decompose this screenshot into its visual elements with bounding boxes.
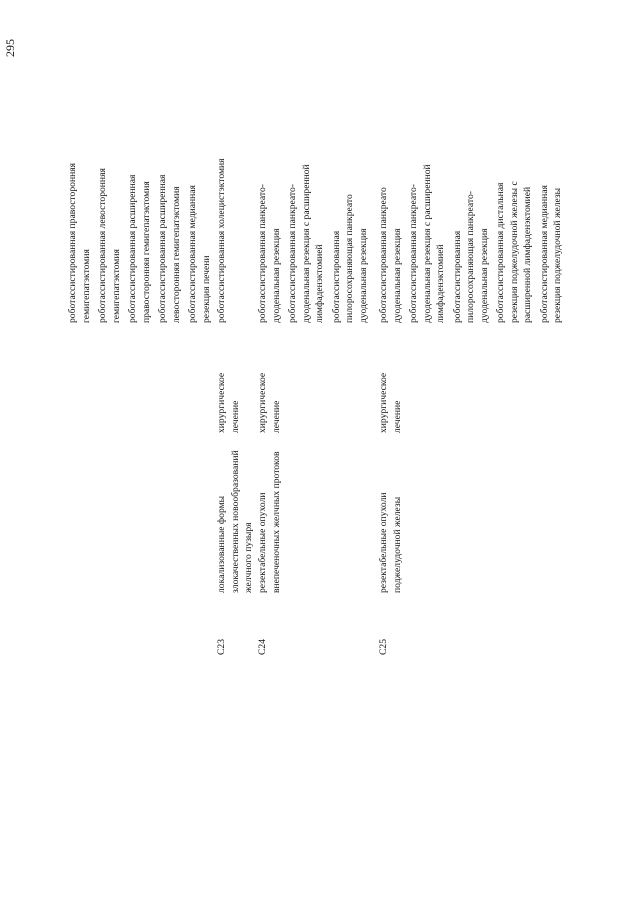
text-line: роботассистированная [330, 230, 342, 323]
text-line: внепеченочных желчных протоков [270, 451, 282, 593]
diagnosis-cell [215, 433, 256, 593]
text-line: лимфаденэктомией [435, 244, 447, 323]
text-line: дуоденальная резекция [270, 228, 282, 323]
text-line: дуоденальная резекция [357, 228, 369, 323]
text-line: пилоросохраняющая панкреато- [465, 191, 477, 323]
text-line: роботассистированная расширенная [156, 174, 168, 323]
code-cell: C23 [216, 639, 227, 655]
text-line: хирургическое [257, 372, 268, 433]
method-item [538, 113, 565, 323]
text-line: дуоденальная резекция [478, 228, 490, 323]
text-line: резекция печени [200, 255, 212, 323]
method-item [156, 113, 183, 323]
methods-cell [377, 113, 568, 323]
text-line: роботассистированная [451, 230, 463, 323]
text-line: резекция поджелудочной железы [552, 187, 564, 323]
methods-cell [66, 113, 216, 323]
text-line: роботассистированная холецистэктомия [216, 158, 227, 323]
method-item [451, 113, 492, 323]
text-line: дуоденальная резекция [391, 228, 403, 323]
text-line: роботассистированная расширенная [126, 174, 138, 323]
treatment-cell [215, 323, 242, 433]
method-item [407, 113, 448, 323]
text-line: роботассистированная медианная [538, 185, 550, 323]
text-line: поджелудочной железы [391, 496, 403, 593]
text-line: роботассистированная левосторонняя [96, 168, 108, 323]
text-line: хирургическое [378, 372, 389, 433]
page-number: 295 [3, 39, 17, 57]
method-item [126, 113, 153, 323]
method-item [256, 113, 283, 323]
method-item [286, 113, 327, 323]
text-line: пилоросохраняющая панкреато [344, 194, 356, 323]
text-line: дуоденальная резекция с расширенной [300, 164, 312, 323]
text-line: расширенной лимфаденэктомией [522, 186, 534, 323]
text-line: лимфаденэктомией [314, 244, 326, 323]
text-line: роботассистированная панкреато- [286, 184, 298, 323]
text-line: хирургическое [216, 372, 227, 433]
method-item [96, 113, 123, 323]
methods-cell [215, 113, 231, 323]
text-line: локализованные формы [216, 495, 227, 593]
methods-cell [256, 113, 373, 323]
text-line: гемигепатэктомия [110, 249, 122, 323]
code-cell: C25 [378, 639, 389, 655]
treatment-cell [377, 323, 404, 433]
diagnosis-cell [377, 433, 404, 593]
text-line: резектабельные опухоли [257, 492, 268, 593]
text-line: роботассистированная панкреато- [257, 184, 268, 323]
method-item [494, 113, 535, 323]
treatment-cell [256, 323, 283, 433]
text-line: резектабельные опухоли [378, 492, 389, 593]
text-line: роботассистированная правосторонняя [67, 162, 78, 323]
diagnosis-cell [256, 433, 283, 593]
method-item [186, 113, 213, 323]
text-line: роботассистированная дистальная [495, 182, 507, 323]
text-line: дуоденальная резекция с расширенной [421, 164, 433, 323]
text-line: левосторонняя гемигепатэктомия [170, 186, 182, 323]
method-item [66, 113, 93, 323]
method-item [377, 113, 404, 323]
text-line: правосторонняя гемигепатэктомия [140, 181, 152, 323]
method-item [215, 113, 229, 323]
text-line: роботассистированная панкреато [378, 187, 389, 323]
text-line: гемигепатэктомия [80, 249, 92, 323]
text-line: роботассистированная медианная [186, 185, 198, 323]
text-line: злокачественных новообразований [229, 450, 241, 593]
text-line: лечение [229, 400, 241, 433]
text-line: лечение [270, 400, 282, 433]
code-cell: C24 [257, 639, 268, 655]
text-line: лечение [391, 400, 403, 433]
method-item [330, 113, 371, 323]
text-line: желчного пузыря [243, 522, 255, 593]
text-line: резекция поджелудочной железы с [508, 181, 520, 323]
text-line: роботассистированная панкреато- [407, 184, 419, 323]
